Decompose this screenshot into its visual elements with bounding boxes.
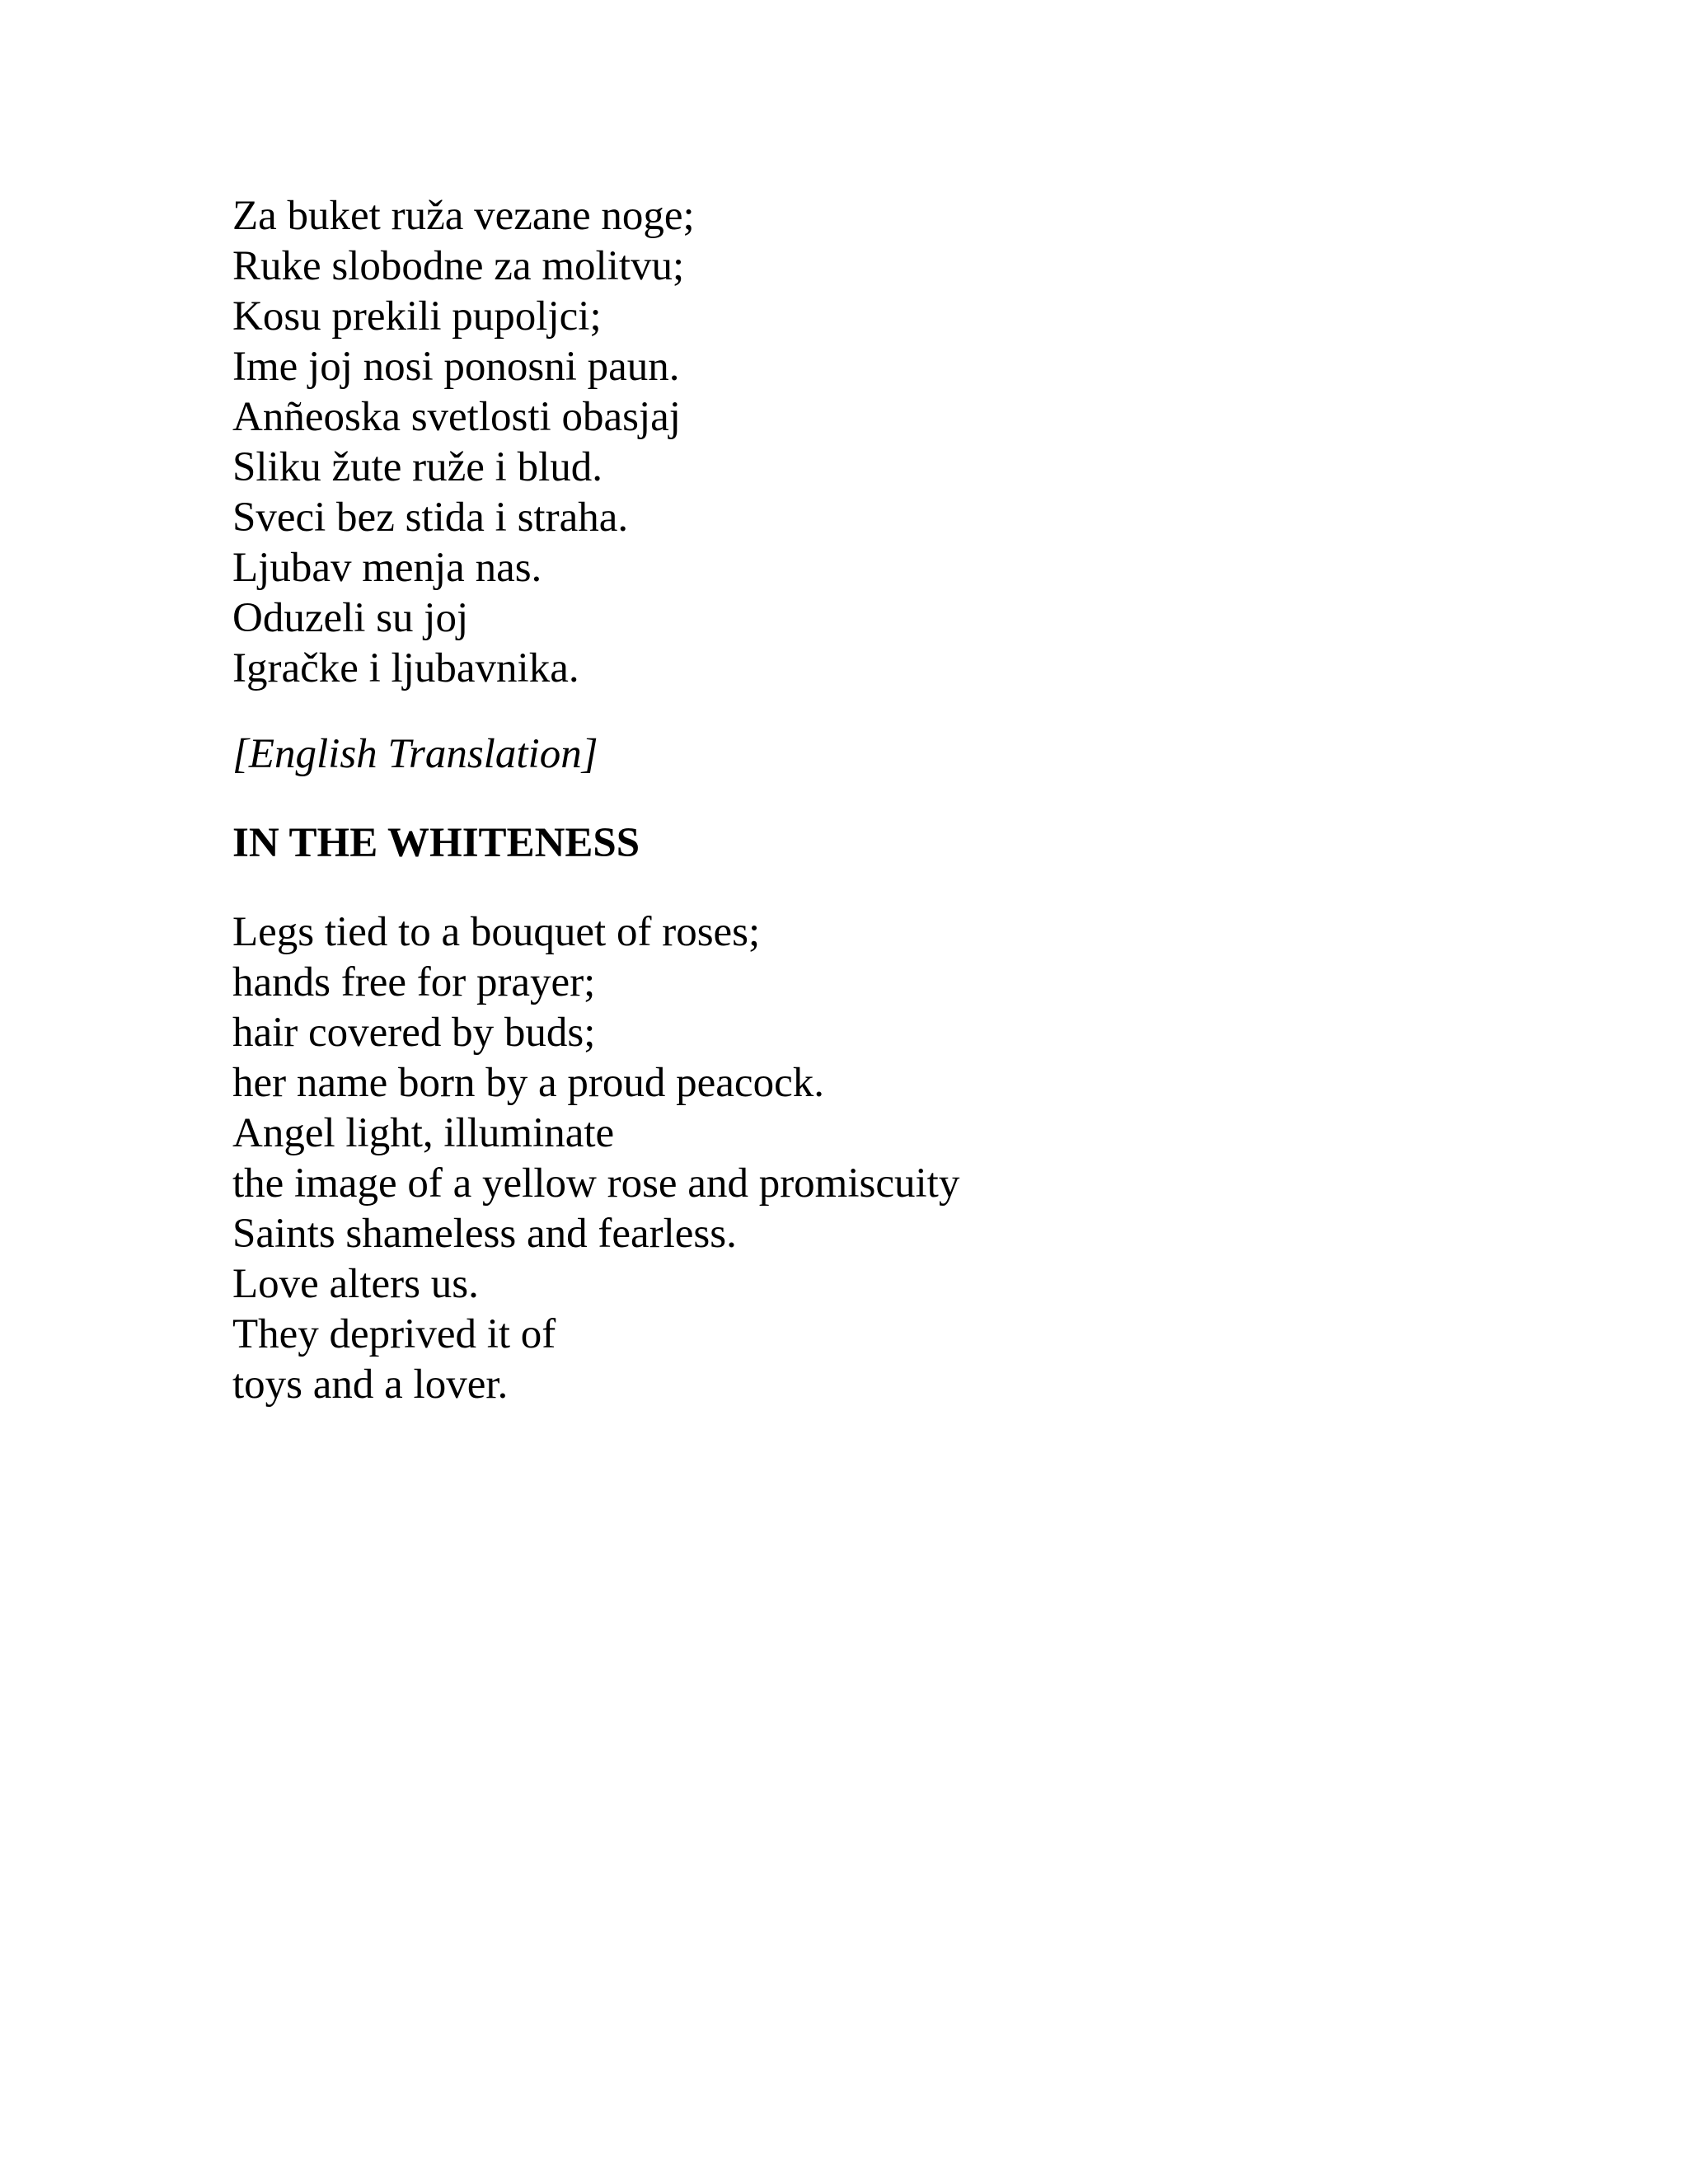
original-poem-line: Igračke i ljubavnika. xyxy=(232,645,579,691)
translated-poem-line: her name born by a proud peacock. xyxy=(232,1060,824,1106)
translated-poem-line: Saints shameless and fearless. xyxy=(232,1211,737,1257)
poem-title: IN THE WHITENESS xyxy=(232,820,640,866)
document-page xyxy=(232,191,1634,1410)
translated-poem-line: hands free for prayer; xyxy=(232,959,596,1005)
translated-poem-line: They deprived it of xyxy=(232,1311,556,1357)
translated-poem-line: the image of a yellow rose and promiscuity xyxy=(232,1160,960,1207)
translated-poem-stanza xyxy=(232,907,1634,1410)
translated-poem-line: Love alters us. xyxy=(232,1261,479,1307)
original-poem-line: Ime joj nosi ponosni paun. xyxy=(232,344,680,390)
original-poem-line: Ljubav menja nas. xyxy=(232,545,542,591)
translated-poem-line: Angel light, illuminate xyxy=(232,1110,615,1156)
original-poem-line: Ruke slobodne za molitvu; xyxy=(232,243,685,289)
translation-note: [English Translation] xyxy=(232,731,598,777)
translated-poem-line: toys and a lover. xyxy=(232,1361,509,1408)
original-poem-stanza xyxy=(232,191,1634,694)
translated-poem-line: hair covered by buds; xyxy=(232,1010,596,1056)
original-poem-line: Oduzeli su joj xyxy=(232,595,469,641)
translated-poem-line: Legs tied to a bouquet of roses; xyxy=(232,909,761,955)
original-poem-line: Za buket ruža vezane noge; xyxy=(232,193,695,239)
original-poem-line: Kosu prekili pupoljci; xyxy=(232,293,602,340)
original-poem-line: Sveci bez stida i straha. xyxy=(232,494,629,541)
original-poem-line: Anñeoska svetlosti obasjaj xyxy=(232,394,681,440)
original-poem-line: Sliku žute ruže i blud. xyxy=(232,444,603,490)
